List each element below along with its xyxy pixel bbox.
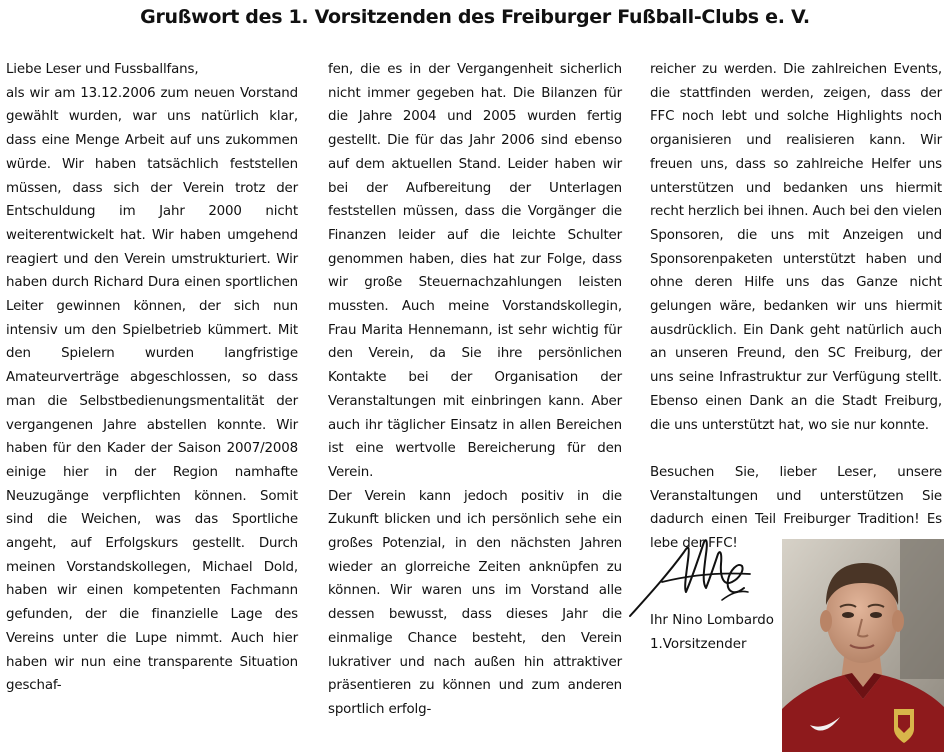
text-column-2 <box>328 58 622 722</box>
text-column-3 <box>650 58 942 556</box>
column-3-paragraph-1: reicher zu werden. Die zahlreichen Events, die stattfinden werden, zeigen, dass der FFC noch lebt und solche Highlights noch organisieren und realisieren kann. Wir freuen uns, dass so zahlreiche Helfer uns unterstützen und bedanken uns hiermit recht herzlich bei ihnen. Auch bei den vielen Sponsoren, die uns mit Anzeigen und Sponsorenpaketen unterstützt haben und ohne deren Hilfe uns das Ganze nicht gelungen wäre, bedanken wir uns hiermit ausdrücklich. Ein Dank geht natürlich auch an unseren Freund, den SC Freiburg, der uns seine Infrastruktur zur Verfügung stellt. Ebenso einen Dank an die Stadt Freiburg, die uns unterstützt hat, wo sie nur konnte. <box>650 62 942 433</box>
signature-role: 1.Vorsitzender <box>650 637 747 652</box>
portrait-photo <box>782 539 944 752</box>
salutation: Liebe Leser und Fussballfans, <box>6 62 199 77</box>
column-2-paragraph-2: Der Verein kann jedoch positiv in die Zukunft blicken und ich persönlich sehe ein großes Potenzial, in den nächsten Jahren wieder an glorreiche Zeiten anknüpfen zu können. Wir waren uns im Vorstand alle dessen bewusst, dass dieses Jahr die einmalige Chance besteht, den Verein lukrativer und nach außen hin attraktiver präsentieren zu können und zum anderen sportlich erfolg- <box>328 488 622 717</box>
column-1-body: als wir am 13.12.2006 zum neuen Vorstand gewählt wurden, war uns natürlich klar, dass eine Menge Arbeit auf uns zukommen würde. Wir haben tatsächlich feststellen müssen, dass sich der Verein trotz der Entschuldung im Jahr 2000 nicht weiterentwickelt hat. Wir haben umgehend reagiert und den Verein umstrukturiert. Wir haben durch Richard Dura einen sportlichen Leiter gewinnen können, der sich nun intensiv um den Spielbetrieb kümmert. Mit den Spielern wurden langfristige Amateurverträge abgeschlossen, so dass man die Selbstbedienungsmentalität der vergangenen Jahre abstellen konnte. Wir haben für den Kader der Saison 2007/2008 einige hier in der Region namhafte Neuzugänge verpflichten können. Somit sind die Weichen, was das Sportliche angeht, auf Erfolgskurs gestellt. Durch meinen Vorstandskollegen, Michael Dold, haben wir einen kompetenten Fachmann gefunden, der die finanzielle Lage des Vereins unter die Lupe nimmt. Auch hier haben wir nun eine transparente Situation geschaf- <box>6 85 298 694</box>
text-column-1 <box>6 58 298 698</box>
signature-name: Ihr Nino Lombardo <box>650 613 775 628</box>
page-title: Grußwort des 1. Vorsitzenden des Freiburger Fußball-Clubs e. V. <box>140 6 810 28</box>
column-2-paragraph-1: fen, die es in der Vergangenheit sicherlich nicht immer gegeben hat. Die Bilanzen für die Jahre 2004 und 2005 wurden fertig gestellt. Die für das Jahr 2006 sind ebenso auf dem aktuellen Stand. Leider haben wir bei der Aufbereitung der Unterlagen feststellen müssen, dass die Vorgänger die Finanzen leider auf die leichte Schulter genommen haben, dies hat zur Folge, dass wir große Steuernachzahlungen leisten mussten. Auch meine Vorstandskollegin, Frau Marita Hennemann, ist sehr wichtig für den Verein, da Sie ihre persönlichen Kontakte bei der Organisation der Veranstaltungen mit einbringen kann. Aber auch ihr täglicher Einsatz in allen Bereichen ist eine wertvolle Bereicherung für den Verein. <box>328 62 622 480</box>
column-3-paragraph-2: Besuchen Sie, lieber Leser, unsere Veranstaltungen und unterstützen Sie dadurch einen Teil Freiburger Tradition! Es lebe der FFC! <box>650 464 942 552</box>
